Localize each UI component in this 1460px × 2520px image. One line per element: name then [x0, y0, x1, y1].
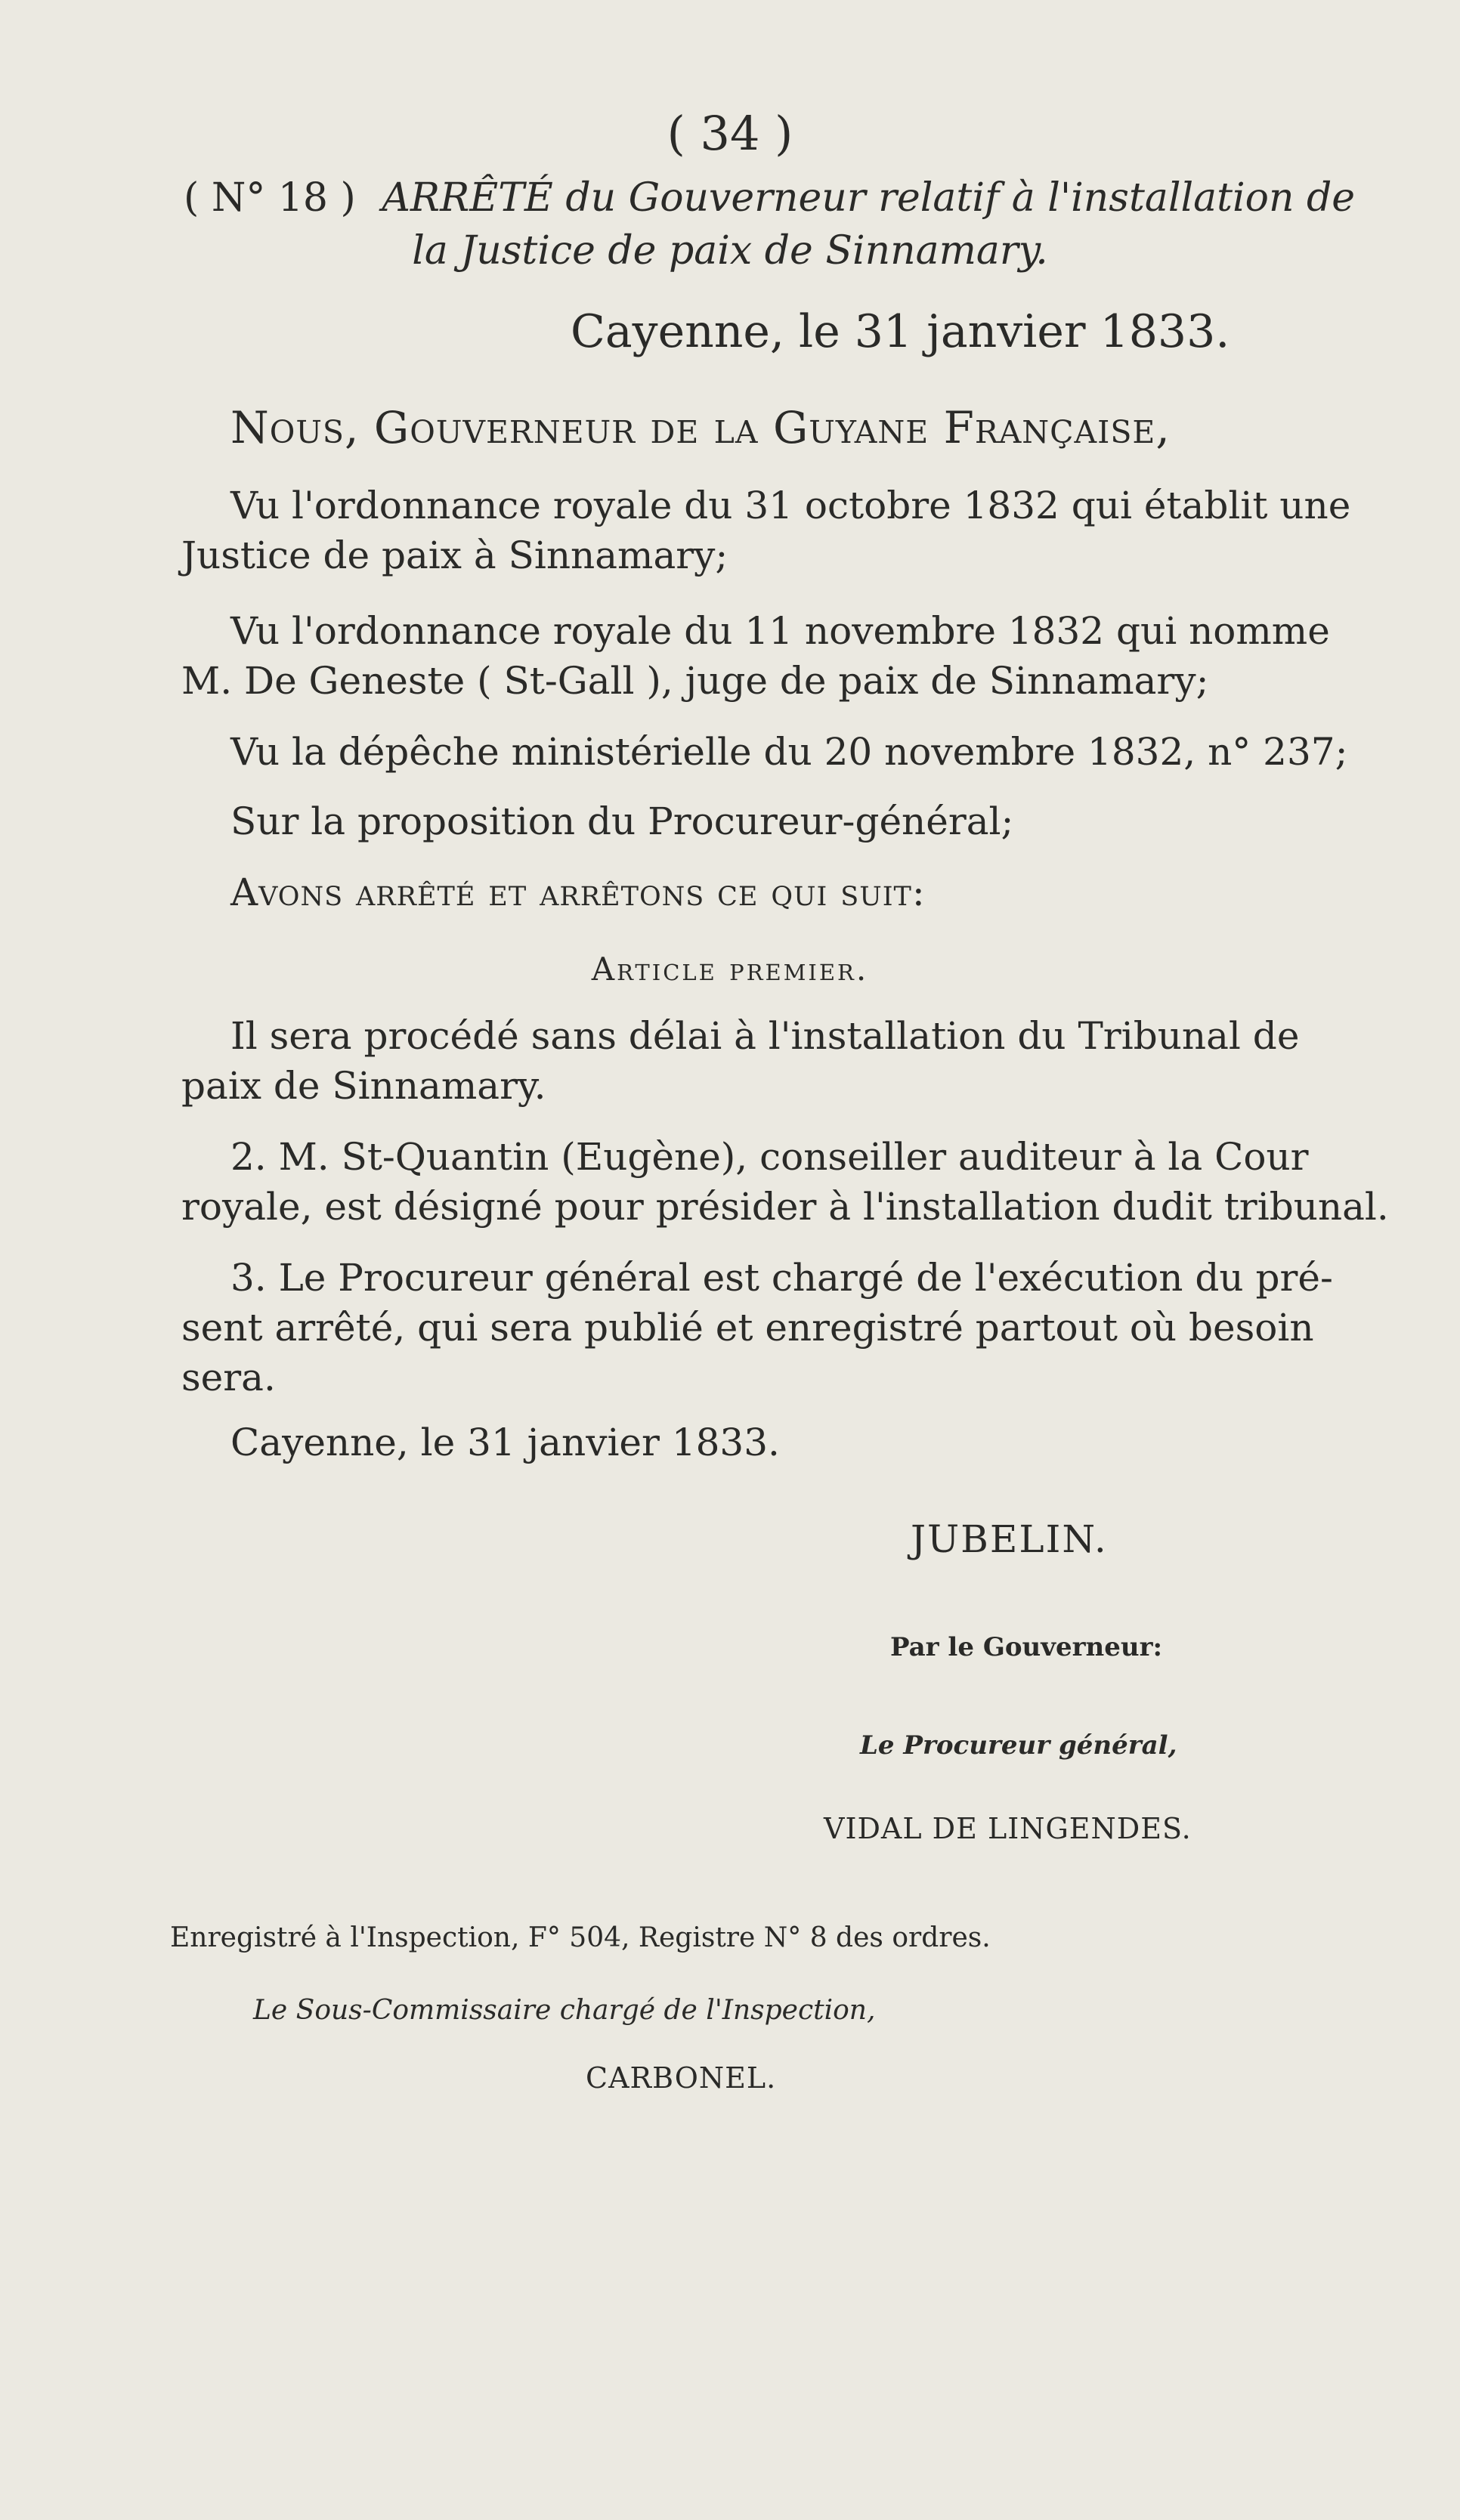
article-3-line1: 3. Le Procureur général est chargé de l'exécution du pré-: [230, 1256, 1333, 1300]
footer-sous-commissaire: Le Sous-Commissaire chargé de l'Inspection,: [253, 1995, 876, 2026]
dateline: Cayenne, le 31 janvier 1833.: [571, 305, 1230, 358]
vu-2-line1: Vu l'ordonnance royale du 11 novembre 1832 qui nomme: [230, 609, 1330, 653]
footer-carbonel: CARBONEL.: [586, 2061, 777, 2095]
vu-3: Vu la dépêche ministérielle du 20 novembre 1832, n° 237;: [230, 730, 1348, 774]
avons-arrete: Avons arrêté et arrêtons ce qui suit:: [230, 870, 926, 914]
article-3-line2: sent arrêté, qui sera publié et enregistré partout où besoin: [181, 1306, 1314, 1350]
vu-1-line2: Justice de paix à Sinnamary;: [181, 533, 728, 577]
article-1-line2: paix de Sinnamary.: [181, 1064, 546, 1108]
procureur-title: Le Procureur général,: [860, 1730, 1177, 1761]
procureur-name: VIDAL DE LINGENDES.: [824, 1812, 1192, 1845]
page-number: ( 34 ): [667, 106, 793, 161]
article-2-line2: royale, est désigné pour présider à l'installation dudit tribunal.: [181, 1185, 1389, 1229]
closing-date: Cayenne, le 31 janvier 1833.: [230, 1421, 780, 1464]
heading-line-1: [184, 175, 1355, 221]
par-le-gouverneur: Par le Gouverneur:: [890, 1632, 1163, 1662]
article-heading: Article premier.: [591, 951, 869, 988]
sur-proposition: Sur la proposition du Procureur-général;: [230, 799, 1014, 843]
signature-jubelin: JUBELIN.: [911, 1517, 1108, 1561]
preamble-nous: Nous, Gouverneur de la Guyane Française,: [230, 402, 1171, 453]
decree-title-line1: ARRÊTÉ du Gouverneur relatif à l'installation de: [382, 175, 1356, 221]
decree-number: ( N° 18 ): [184, 175, 356, 221]
article-3-line3: sera.: [181, 1356, 276, 1399]
vu-1-line1: Vu l'ordonnance royale du 31 octobre 1832 qui établit une: [230, 484, 1351, 527]
decree-title-line2: la Justice de paix de Sinnamary.: [412, 228, 1048, 274]
article-2-line1: 2. M. St-Quantin (Eugène), conseiller auditeur à la Cour: [230, 1135, 1309, 1179]
footer-enregistre: Enregistré à l'Inspection, F° 504, Registre N° 8 des ordres.: [170, 1922, 991, 1953]
vu-2-line2: M. De Geneste ( St-Gall ), juge de paix de Sinnamary;: [181, 659, 1209, 703]
article-1-line1: Il sera procédé sans délai à l'installation du Tribunal de: [230, 1014, 1300, 1058]
